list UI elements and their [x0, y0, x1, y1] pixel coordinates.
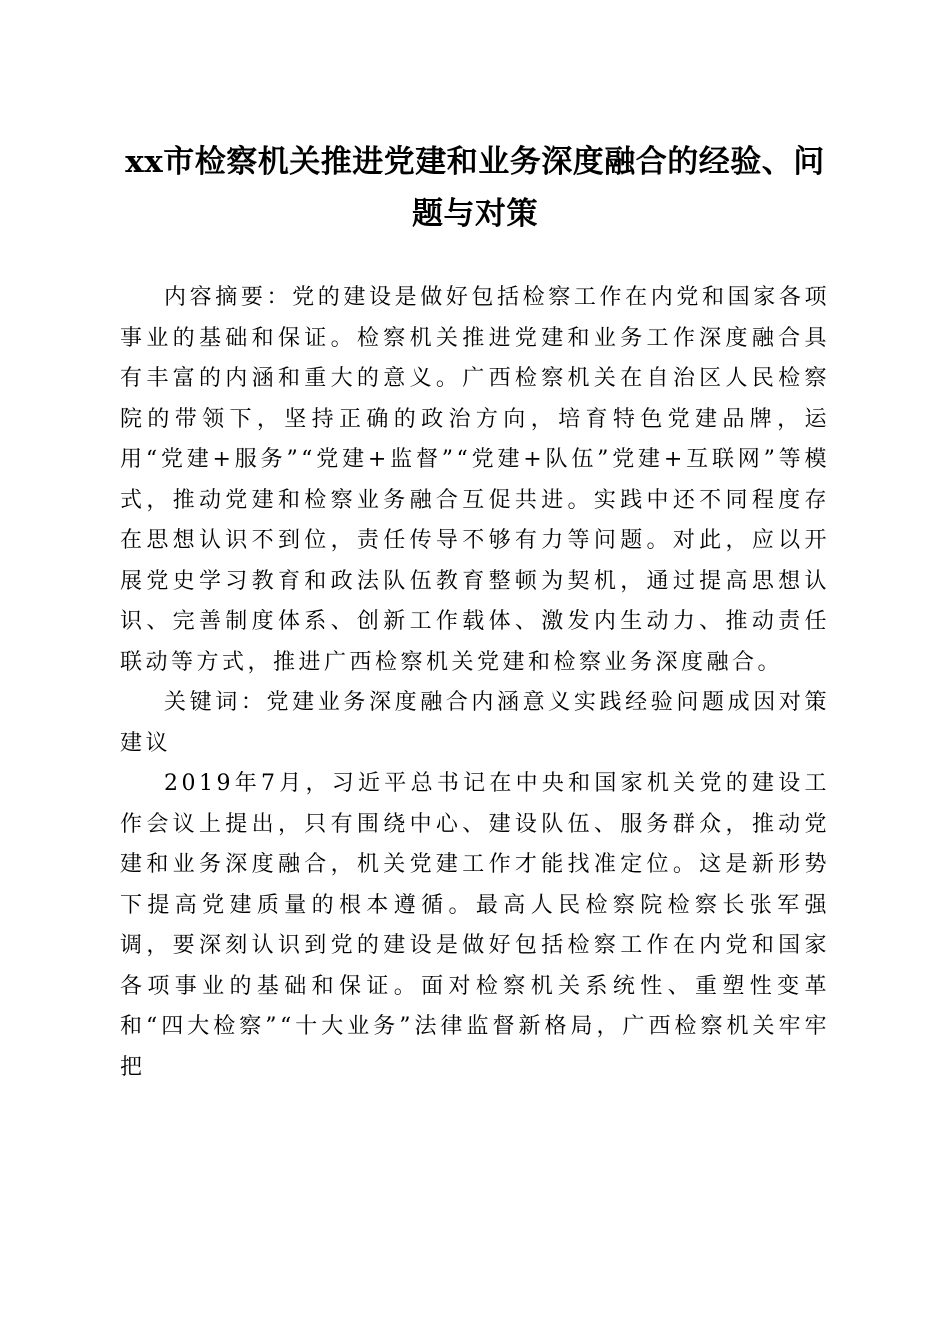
keywords-paragraph: 关键词：党建业务深度融合内涵意义实践经验问题成因对策建议 — [120, 690, 830, 756]
document-body — [120, 278, 830, 1088]
document-title: xx市检察机关推进党建和业务深度融合的经验、问题与对策 — [125, 144, 825, 232]
abstract-paragraph: 内容摘要：党的建设是做好包括检察工作在内党和国家各项事业的基础和保证。检察机关推进党建和业务工作深度融合具有丰富的内涵和重大的意义。广西检察机关在自治区人民检察院的带领下，坚持正确的政治方向，培育特色党建品牌，运用“党建+服务”“党建+监督”“党建+队伍”党建+互联网”等模式，推动党建和检察业务融合互促共进。实践中还不同程度存在思想认识不到位，责任传导不够有力等问题。对此，应以开展党史学习教育和政法队伍教育整顿为契机，通过提高思想认识、完善制度体系、创新工作载体、激发内生动力、推动责任联动等方式，推进广西检察机关党建和检察业务深度融合。 — [120, 285, 830, 675]
body-paragraph: 2019年7月，习近平总书记在中央和国家机关党的建设工作会议上提出，只有围绕中心、建设队伍、服务群众，推动党建和业务深度融合，机关党建工作才能找准定位。这是新形势下提高党建质量的根本遵循。最高人民检察院检察长张军强调，要深刻认识到党的建设是做好包括检察工作在内党和国家各项事业的基础和保证。面对检察机关系统性、重塑性变革和“四大检察”“十大业务”法律监督新格局，广西检察机关牢牢把 — [120, 771, 830, 1080]
